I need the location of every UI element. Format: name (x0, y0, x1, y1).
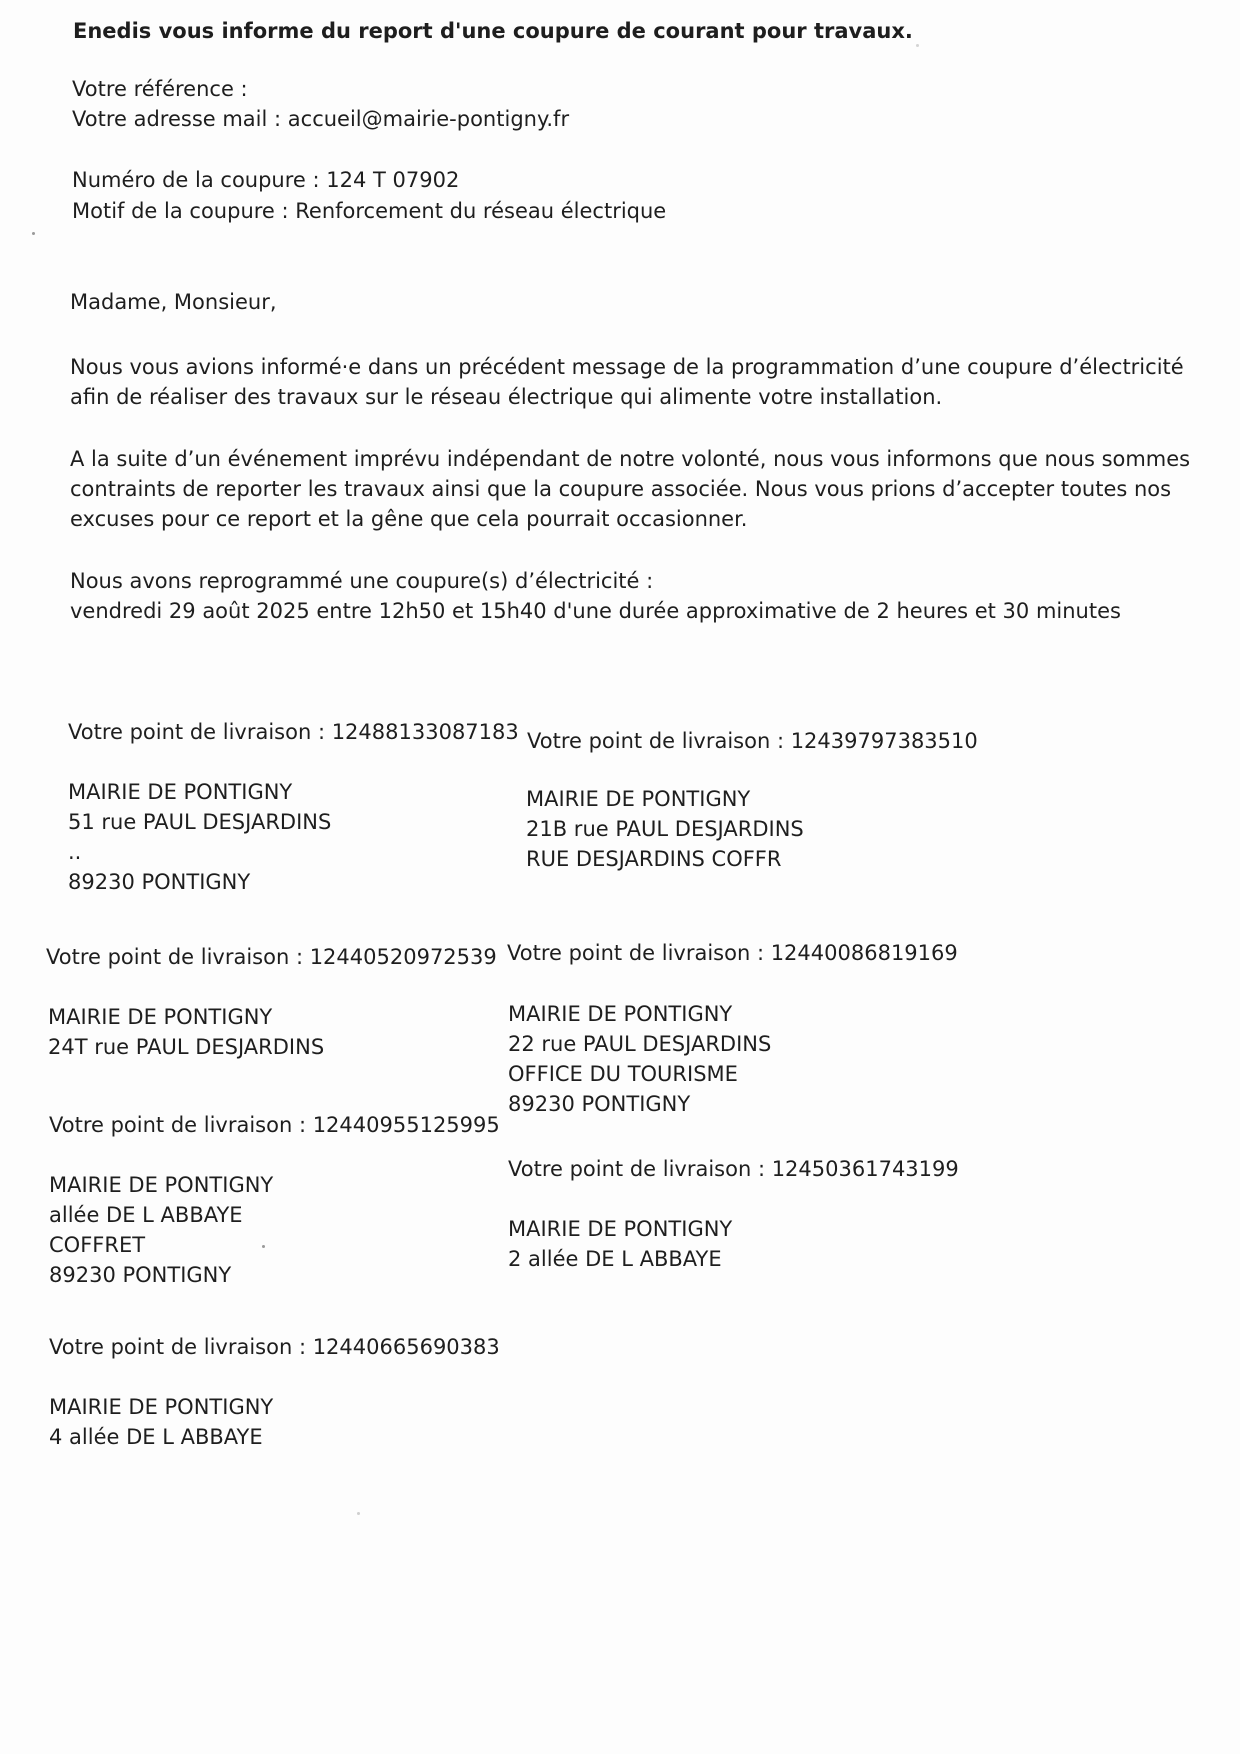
delivery-point-label: Votre point de livraison : 12450361743199 (508, 1157, 959, 1181)
address-line: .. (68, 840, 82, 864)
para3-line2: vendredi 29 août 2025 entre 12h50 et 15h40 d'une durée approximative de 2 heures et 30 minutes (70, 599, 1121, 623)
address-line: 24T rue PAUL DESJARDINS (48, 1035, 325, 1059)
address-line: MAIRIE DE PONTIGNY (48, 1005, 273, 1029)
address-line: OFFICE DU TOURISME (508, 1062, 738, 1086)
delivery-point-address (68, 777, 331, 897)
reference-label: Votre référence : (72, 77, 248, 101)
address-line: RUE DESJARDINS COFFR (526, 847, 782, 871)
delivery-point-label: Votre point de livraison : 12440955125995 (49, 1113, 500, 1137)
address-line: MAIRIE DE PONTIGNY (508, 1002, 733, 1026)
delivery-point-address (526, 784, 804, 874)
scan-speck (32, 232, 35, 235)
address-line: 2 allée DE L ABBAYE (508, 1247, 722, 1271)
scan-speck (916, 44, 919, 47)
email-line: Votre adresse mail : accueil@mairie-pontigny.fr (72, 107, 570, 131)
address-line: COFFRET (49, 1233, 146, 1257)
greeting: Madame, Monsieur, (70, 290, 277, 314)
coupure-number: Numéro de la coupure : 124 T 07902 (72, 168, 460, 192)
para2-line2: contraints de reporter les travaux ainsi que la coupure associée. Nous vous prions d’accepter toutes nos (70, 477, 1172, 501)
delivery-point-address (49, 1392, 273, 1452)
address-line: 51 rue PAUL DESJARDINS (68, 810, 332, 834)
address-line: 89230 PONTIGNY (508, 1092, 691, 1116)
para2-line1: A la suite d’un événement imprévu indépendant de notre volonté, nous vous informons que nous sommes (70, 447, 1191, 471)
para1-line2: afin de réaliser des travaux sur le réseau électrique qui alimente votre installation. (70, 385, 943, 409)
delivery-point-address (508, 1214, 732, 1274)
address-line: allée DE L ABBAYE (49, 1203, 243, 1227)
delivery-point-address (49, 1170, 273, 1290)
address-line: 89230 PONTIGNY (49, 1263, 232, 1287)
address-line: 89230 PONTIGNY (68, 870, 251, 894)
address-line: MAIRIE DE PONTIGNY (68, 780, 293, 804)
delivery-point-label: Votre point de livraison : 12440520972539 (46, 945, 497, 969)
address-line: 22 rue PAUL DESJARDINS (508, 1032, 772, 1056)
coupure-reason: Motif de la coupure : Renforcement du réseau électrique (72, 199, 667, 223)
address-line: MAIRIE DE PONTIGNY (526, 787, 751, 811)
delivery-point-label: Votre point de livraison : 12488133087183 (68, 720, 519, 744)
scan-speck (357, 1512, 360, 1515)
para2-line3: excuses pour ce report et la gêne que cela pourrait occasionner. (70, 507, 748, 531)
address-line: MAIRIE DE PONTIGNY (49, 1173, 274, 1197)
scan-speck (262, 1245, 265, 1248)
delivery-point-label: Votre point de livraison : 12440665690383 (49, 1335, 500, 1359)
address-line: MAIRIE DE PONTIGNY (508, 1217, 733, 1241)
delivery-point-address (48, 1002, 324, 1062)
para1-line1: Nous vous avions informé·e dans un précédent message de la programmation d’une coupure d’électricité (70, 355, 1184, 379)
delivery-point-address (508, 999, 771, 1119)
delivery-point-label: Votre point de livraison : 12440086819169 (507, 941, 958, 965)
address-line: 4 allée DE L ABBAYE (49, 1425, 263, 1449)
delivery-point-label: Votre point de livraison : 12439797383510 (527, 729, 978, 753)
address-line: 21B rue PAUL DESJARDINS (526, 817, 804, 841)
letter-title: Enedis vous informe du report d'une coupure de courant pour travaux. (73, 19, 913, 43)
para3-line1: Nous avons reprogrammé une coupure(s) d’électricité : (70, 569, 654, 593)
address-line: MAIRIE DE PONTIGNY (49, 1395, 274, 1419)
